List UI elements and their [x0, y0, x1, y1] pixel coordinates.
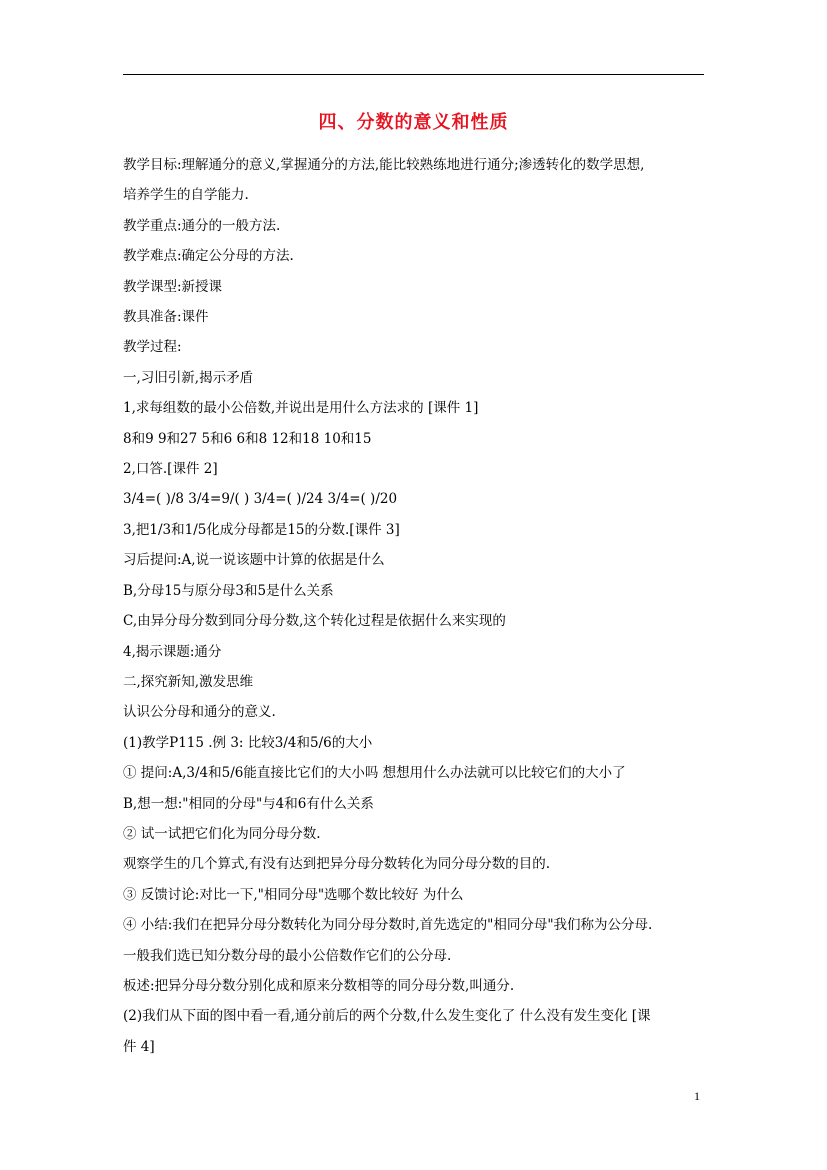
text-line: ③ 反馈讨论:对比一下,"相同分母"选哪个数比较好 为什么: [123, 886, 464, 903]
text-line: 2,口答.[课件 2]: [123, 461, 218, 478]
text-line: 8和9 9和27 5和6 6和8 12和18 10和15: [123, 430, 372, 447]
text-line: ② 试一试把它们化为同分母分数.: [123, 825, 321, 842]
text-line: 3,把1/3和1/5化成分母都是15的分数.[课件 3]: [123, 521, 400, 538]
text-line: 教学重点:通分的一般方法.: [123, 217, 281, 234]
text-line: 教学目标:理解通分的意义,掌握通分的方法,能比较熟练地进行通分;渗透转化的数学思想,: [123, 157, 645, 173]
text-line: 习后提问:A,说一说该题中计算的依据是什么: [123, 552, 385, 569]
text-line: ① 提问:A,3/4和5/6能直接比它们的大小吗 想想用什么办法就可以比较它们的大小了: [123, 765, 626, 782]
text-line: (1)教学P115 .例 3: 比较3/4和5/6的大小: [123, 734, 373, 751]
text-line: B,分母15与原分母3和5是什么关系: [123, 582, 334, 599]
text-line: C,由异分母分数到同分母分数,这个转化过程是依据什么来实现的: [123, 613, 506, 630]
text-line: 3/4=( )/8 3/4=9/( ) 3/4=( )/24 3/4=( )/20: [123, 491, 398, 508]
text-line: 观察学生的几个算式,有没有达到把异分母分数转化为同分母分数的目的.: [123, 856, 551, 873]
text-line: B,想一想:"相同的分母"与4和6有什么关系: [123, 795, 374, 812]
text-line: (2)我们从下面的图中看一看,通分前后的两个分数,什么发生变化了 什么没有发生变化 [课: [123, 1008, 651, 1025]
text-line: 教具准备:课件: [123, 309, 209, 326]
document-body: [123, 150, 713, 1062]
text-line: 4,揭示课题:通分: [123, 643, 222, 660]
text-line: 件 4]: [123, 1038, 155, 1055]
header-rule: [123, 74, 704, 75]
document-title: 四、分数的意义和性质: [318, 112, 509, 133]
text-line: 教学过程:: [123, 339, 182, 356]
text-line: 培养学生的自学能力.: [123, 187, 249, 204]
text-line: 认识公分母和通分的意义.: [123, 704, 276, 721]
text-line: 一般我们选已知分数分母的最小公倍数作它们的公分母.: [123, 947, 452, 964]
text-line: 教学难点:确定公分母的方法.: [123, 248, 294, 265]
page-number: 1: [694, 1089, 700, 1103]
text-line: 教学课型:新授课: [123, 278, 223, 295]
text-line: 一,习旧引新,揭示矛盾: [123, 369, 254, 386]
text-line: ④ 小结:我们在把异分母分数转化为同分母分数时,首先选定的"相同分母"我们称为公分母.: [123, 917, 653, 934]
text-line: 二,探究新知,激发思维: [123, 673, 254, 690]
text-line: 板述:把异分母分数分别化成和原来分数相等的同分母分数,叫通分.: [123, 977, 515, 994]
text-line: 1,求每组数的最小公倍数,并说出是用什么方法求的 [课件 1]: [123, 400, 479, 417]
